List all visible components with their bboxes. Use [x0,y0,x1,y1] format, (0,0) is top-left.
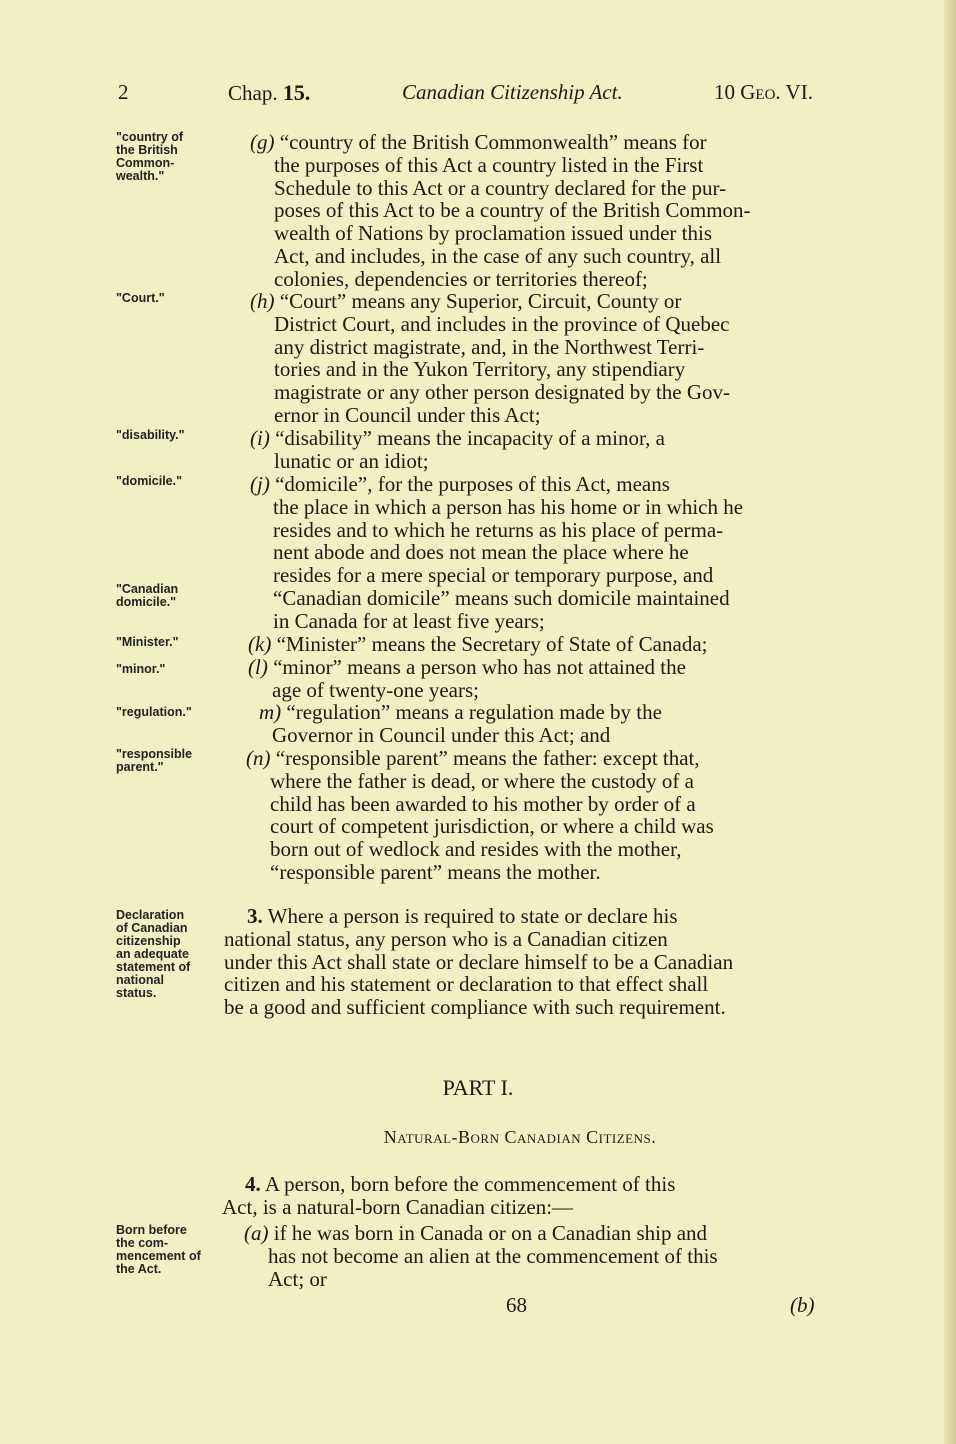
section-4-a-tag: (a) [244,1221,269,1245]
paragraph-g-line: poses of this Act to be a country of the British Common- [274,198,751,223]
header-page-number: 2 [118,80,129,104]
paragraph-g-line: the purposes of this Act a country listed in the First [274,152,704,177]
paragraph-l-line: “minor” means a person who has not attained the [267,655,686,679]
paragraph-n-line: court of competent jurisdiction, or where a child was [270,814,714,839]
header-act-title: Canadian Citizenship Act. [402,80,623,104]
paragraph-i-line: lunatic or an idiot; [274,448,429,473]
paragraph-j-line: in Canada for at least five years; [273,608,545,633]
section-3-number: 3. [247,904,263,928]
paragraph-j-line: the place in which a person has his home or in which he [273,494,744,519]
section-3-line: be a good and sufficient compliance with such requirement. [224,995,726,1020]
paragraph-g-line: wealth of Nations by proclamation issued under this [274,221,712,246]
margin-note-minor: "minor." [116,662,166,676]
part-title: PART I. [442,1075,514,1100]
footer-page-number: 68 [506,1293,527,1317]
paragraph-k-tag: (k) [248,632,272,656]
section-3-line: under this Act shall state or declare himself to be a Canadian [224,949,734,974]
section-3-line: citizen and his statement or declaration to that effect shall [224,972,709,997]
header-chapter [228,80,310,106]
footer-catchword: (b) [790,1293,815,1317]
paragraph-n-line: “responsible parent” means the father: except that, [270,746,700,770]
section-4-line: A person, born before the commencement of this [260,1172,676,1196]
paragraph-i-line: “disability” means the incapacity of a minor, a [269,426,665,450]
margin-note-canadian-domicile: "Canadian domicile." [116,582,179,609]
header-regnal-year: 10 Geo. VI. [714,80,813,104]
paragraph-n-line: born out of wedlock and resides with the mother, [270,837,682,862]
section-3-line: Where a person is required to state or declare his [262,904,678,928]
margin-note-commonwealth: "country of the British Common- wealth." [116,130,184,183]
paragraph-j-line: resides and to which he returns as his place of perma- [273,517,724,542]
paragraph-h-line: District Court, and includes in the province of Quebec [274,311,730,336]
section-4-number: 4. [245,1172,261,1196]
paragraph-g-line: colonies, dependencies or territories thereof; [274,266,648,291]
margin-note-declaration: Declaration of Canadian citizenship an adequate statement of national status. [116,908,191,1000]
margin-note-disability: "disability." [116,428,185,442]
chapter-number: 15. [282,80,311,105]
paragraph-g-tag: (g) [250,130,275,154]
paragraph-h-tag: (h) [250,289,275,313]
paragraph-n-tag: (n) [246,746,271,770]
margin-note-minister: "Minister." [116,635,179,649]
paragraph-l-line: age of twenty-one years; [272,677,479,702]
paragraph-h-line: tories and in the Yukon Territory, any stipendiary [274,357,686,382]
paragraph-h-line: magistrate or any other person designated by the Gov- [274,380,731,405]
paragraph-h-line: any district magistrate, and, in the Northwest Terri- [274,334,705,359]
margin-note-responsible-parent: "responsible parent." [116,747,193,774]
paragraph-n-line: child has been awarded to his mother by order of a [270,791,696,816]
margin-note-born-before: Born before the com- mencement of the Act. [116,1223,201,1276]
paragraph-j-line: “domicile”, for the purposes of this Act, means [269,472,670,496]
paragraph-g-line: “country of the British Commonwealth” means for [274,130,707,154]
section-3-line: national status, any person who is a Canadian citizen [224,926,668,951]
margin-note-court: "Court." [116,291,165,305]
paragraph-k-line: “Minister” means the Secretary of State of Canada; [271,632,708,656]
paragraph-n-line: “responsible parent” means the mother. [270,860,601,884]
paragraph-j-tag: (j) [250,472,270,496]
section-4-a-line: Act; or [268,1266,327,1291]
section-4-a-line: has not become an alien at the commencement of this [268,1243,718,1268]
paragraph-n-line: where the father is dead, or where the custody of a [270,768,694,793]
part-subtitle: Natural-Born Canadian Citizens. [383,1127,657,1147]
paragraph-m-line: “regulation” means a regulation made by the [281,700,662,724]
paragraph-h-line: ernor in Council under this Act; [274,403,541,427]
paragraph-j-line: nent abode and does not mean the place where he [273,540,689,565]
paragraph-j-line: “Canadian domicile” means such domicile maintained [273,586,730,610]
paragraph-h-line: “Court” means any Superior, Circuit, County or [274,289,682,313]
chapter-label: Chap. [228,81,278,105]
paragraph-g-line: Schedule to this Act or a country declared for the pur- [274,175,727,200]
margin-note-regulation: "regulation." [116,705,192,719]
running-header [0,80,956,110]
paragraph-i-tag: (i) [250,426,270,450]
paragraph-m-line: Governor in Council under this Act; and [272,722,611,747]
page-edge [944,0,956,1444]
paragraph-g-line: Act, and includes, in the case of any such country, all [274,244,722,268]
paragraph-l-tag: (l) [248,655,268,679]
section-4-a-line: if he was born in Canada or on a Canadian ship and [268,1221,708,1245]
margin-note-domicile: "domicile." [116,474,183,488]
paragraph-m-tag: m) [259,700,282,724]
section-4-line: Act, is a natural-born Canadian citizen:— [222,1194,574,1219]
paragraph-j-line: resides for a mere special or temporary purpose, and [273,563,714,588]
